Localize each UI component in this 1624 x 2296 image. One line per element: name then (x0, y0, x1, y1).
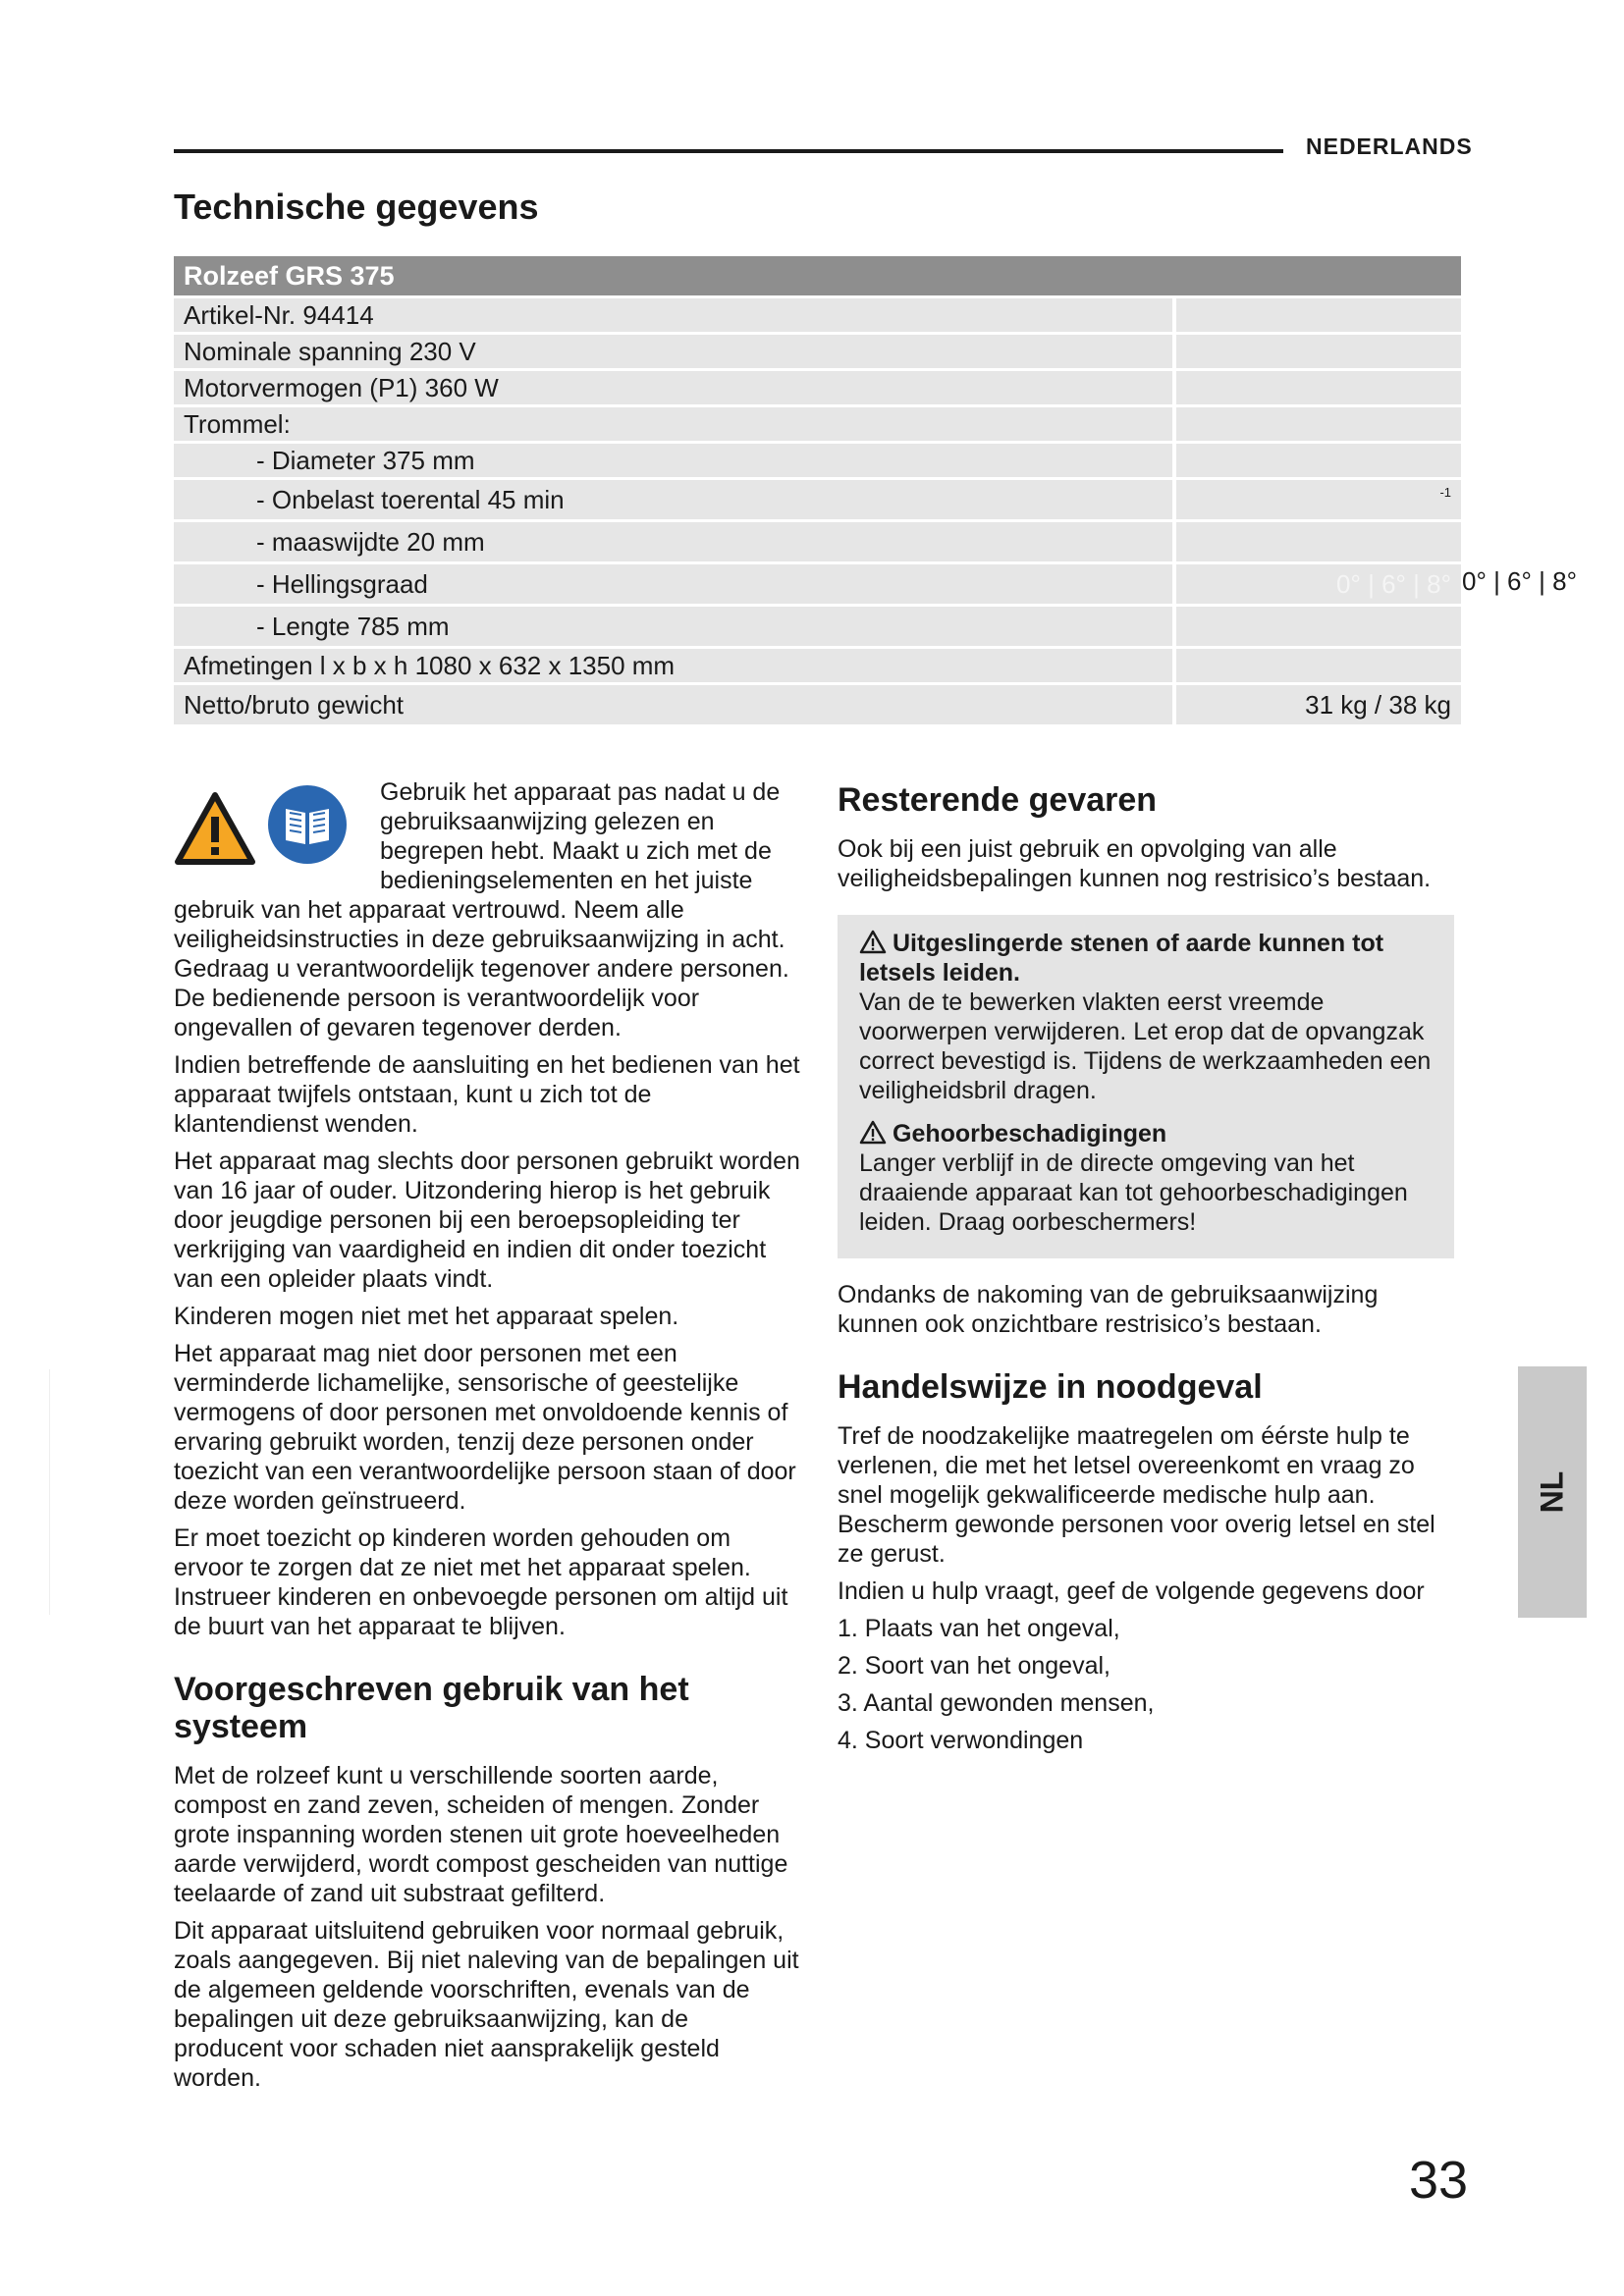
section-heading-emergency: Handelswijze in noodgeval (838, 1368, 1263, 1406)
incline-values: 0° | 6° | 8° (1462, 566, 1577, 596)
spec-value: 45 min (487, 484, 565, 514)
warning-triangle-icon (174, 791, 256, 866)
intro-paragraph: Gebruik het apparaat pas nadat u de gebruiksaanwijzing gelezen en begrepen hebt. Maakt u zich met de bedieningselementen en het juiste gebruik van het apparaat vertrouwd. Neem alle veiligheidsinstructies in deze gebruiksaanwijzing in acht. Gedraag u verantwoordelijk tegenover andere personen. De bedienende persoon is verantwoordelijk voor ongevallen of gevaren tegenover derden. (174, 778, 789, 1041)
list-item: 1. Plaats van het ongeval, (838, 1615, 1120, 1642)
list-item: 4. Soort verwondingen (838, 1727, 1084, 1754)
language-label: NEDERLANDS (1306, 133, 1473, 159)
header-rule (174, 149, 1283, 153)
spec-row (174, 685, 1461, 724)
spec-label: - Hellingsgraad (256, 568, 428, 599)
spec-row (174, 607, 1461, 646)
paragraph: Ondanks de nakoming van de gebruiksaanwijzing kunnen ook onzichtbare restrisico’s bestaan. (838, 1281, 1379, 1338)
spec-row (174, 522, 1461, 561)
paragraph: Tref de noodzakelijke maatregelen om éérste hulp te verlenen, die met het letsel overeenkomt en vraag zo snel mogelijk gekwalificeerde medische hulp aan. Bescherm gewonde personen voor overig letsel en stel ze gerust. (838, 1422, 1435, 1568)
paragraph: Er moet toezicht op kinderen worden gehouden om ervoor te zorgen dat ze niet met het apparaat spelen. Instrueer kinderen en onbevoegde personen om altijd uit de buurt van het apparaat te blijven. (174, 1524, 788, 1640)
list-item: 2. Soort van het ongeval, (838, 1652, 1110, 1680)
spec-row (174, 564, 1461, 604)
spec-value: 31 kg / 38 kg (1172, 685, 1461, 724)
paragraph: Indien betreffende de aansluiting en het bedienen van het apparaat twijfels ontstaan, kunt u zich tot de klantendienst wenden. (174, 1051, 800, 1138)
spec-row (174, 335, 1461, 368)
warning-icon (859, 1120, 887, 1145)
emergency-info-list (838, 1614, 1454, 1755)
spec-label: - maaswijdte (256, 526, 400, 557)
spec-label: Netto/bruto gewicht (184, 689, 405, 720)
spec-row (174, 480, 1461, 519)
spec-value: 360 W (424, 372, 499, 402)
spec-table (174, 253, 1461, 727)
warning-text: Langer verblijf in de directe omgeving van het draaiende apparaat kan tot gehoorbeschadigingen leiden. Draag oorbeschermers! (859, 1149, 1408, 1236)
spec-row (174, 649, 1461, 682)
page-title: Technische gegevens (174, 187, 539, 227)
spec-label: - Lengte (256, 611, 351, 641)
spec-label: Nominale spanning (184, 336, 403, 366)
spec-value: 785 mm (356, 611, 450, 641)
paragraph: Het apparaat mag slechts door personen gebruikt worden van 16 jaar of ouder. Uitzondering hierop is het gebruik door jeugdige personen bij een beroepsopleiding ter verkrijging van vaardigheid en indien dit onder toezicht van een opleider plaats vindt. (174, 1148, 800, 1293)
spec-row (174, 407, 1461, 441)
section-heading-intended-use: Voorgeschreven gebruik van het systeem (174, 1671, 689, 1745)
spec-table-heading: Rolzeef GRS 375 (174, 256, 1461, 295)
warning-title: Gehoorbeschadigingen (893, 1120, 1167, 1148)
spec-label: Trommel: (184, 408, 291, 439)
spec-label: Afmetingen l x b x h (184, 650, 408, 680)
list-item: 3. Aantal gewonden mensen, (838, 1689, 1155, 1717)
spec-label: - Onbelast toerental (256, 484, 481, 514)
warning-icon (859, 930, 887, 954)
warning-title: Uitgeslingerde stenen of aarde kunnen tot letsels leiden. (859, 930, 1384, 987)
spec-value: 20 mm (406, 526, 485, 557)
spec-label: - Diameter (256, 445, 376, 475)
warning-box (838, 915, 1454, 1258)
unit-superscript: -1 (1439, 484, 1451, 500)
spec-value: 1080 x 632 x 1350 mm (414, 650, 676, 680)
paragraph: Ook bij een juist gebruik en opvolging van alle veiligheidsbepalingen kunnen nog restrisico’s bestaan. (838, 835, 1432, 892)
spec-row (174, 444, 1461, 477)
spec-label: Artikel-Nr. (184, 299, 297, 330)
language-side-tab (1518, 1366, 1587, 1618)
paragraph: Het apparaat mag niet door personen met een verminderde lichamelijke, sensorische of geestelijke vermogens of door personen met onvoldoende kennis of ervaring gebruikt worden, tenzij deze personen onder toezicht van een verantwoordelijke persoon staan of door deze worden geïnstrueerd. (174, 1340, 796, 1515)
paragraph: Met de rolzeef kunt u verschillende soorten aarde, compost en zand zeven, scheiden of mengen. Zonder grote inspanning worden stenen uit grote hoeveelheden aarde verwijderd, wordt compost gescheiden van nuttige teelaarde of zand uit substraat gefilterd. (174, 1762, 788, 1907)
warning-text: Van de te bewerken vlakten eerst vreemde voorwerpen verwijderen. Let erop dat de opvangzak correct bevestigd is. Tijdens de werkzaamheden een veiligheidsbril dragen. (859, 988, 1432, 1104)
spec-row (174, 371, 1461, 404)
paragraph: Kinderen mogen niet met het apparaat spelen. (174, 1303, 679, 1330)
paragraph: Dit apparaat uitsluitend gebruiken voor normaal gebruik, zoals aangegeven. Bij niet naleving van de bepalingen uit de algemeen geldende voorschriften, evenals van de bepalingen uit deze gebruiksaanwijzing, kan de producent voor schaden niet aansprakelijk gesteld worden. (174, 1917, 799, 2092)
spec-value: 94414 (302, 299, 374, 330)
spec-row (174, 298, 1461, 332)
spec-value: 230 V (408, 336, 476, 366)
section-heading-residual-risks: Resterende gevaren (838, 781, 1158, 819)
spec-value-ghost: 0° | 6° | 8° (1336, 568, 1451, 599)
right-column (838, 781, 1454, 1763)
left-column (174, 777, 800, 2101)
page-number: 33 (1409, 2151, 1469, 2210)
margin-line (49, 1369, 50, 1615)
spec-value: 375 mm (382, 445, 475, 475)
side-tab-label: NL (1534, 1470, 1570, 1514)
read-manual-icon (266, 783, 349, 866)
paragraph: Indien u hulp vraagt, geef de volgende gegevens door (838, 1577, 1425, 1605)
safety-icons (174, 783, 370, 872)
spec-label: Motorvermogen (P1) (184, 372, 418, 402)
